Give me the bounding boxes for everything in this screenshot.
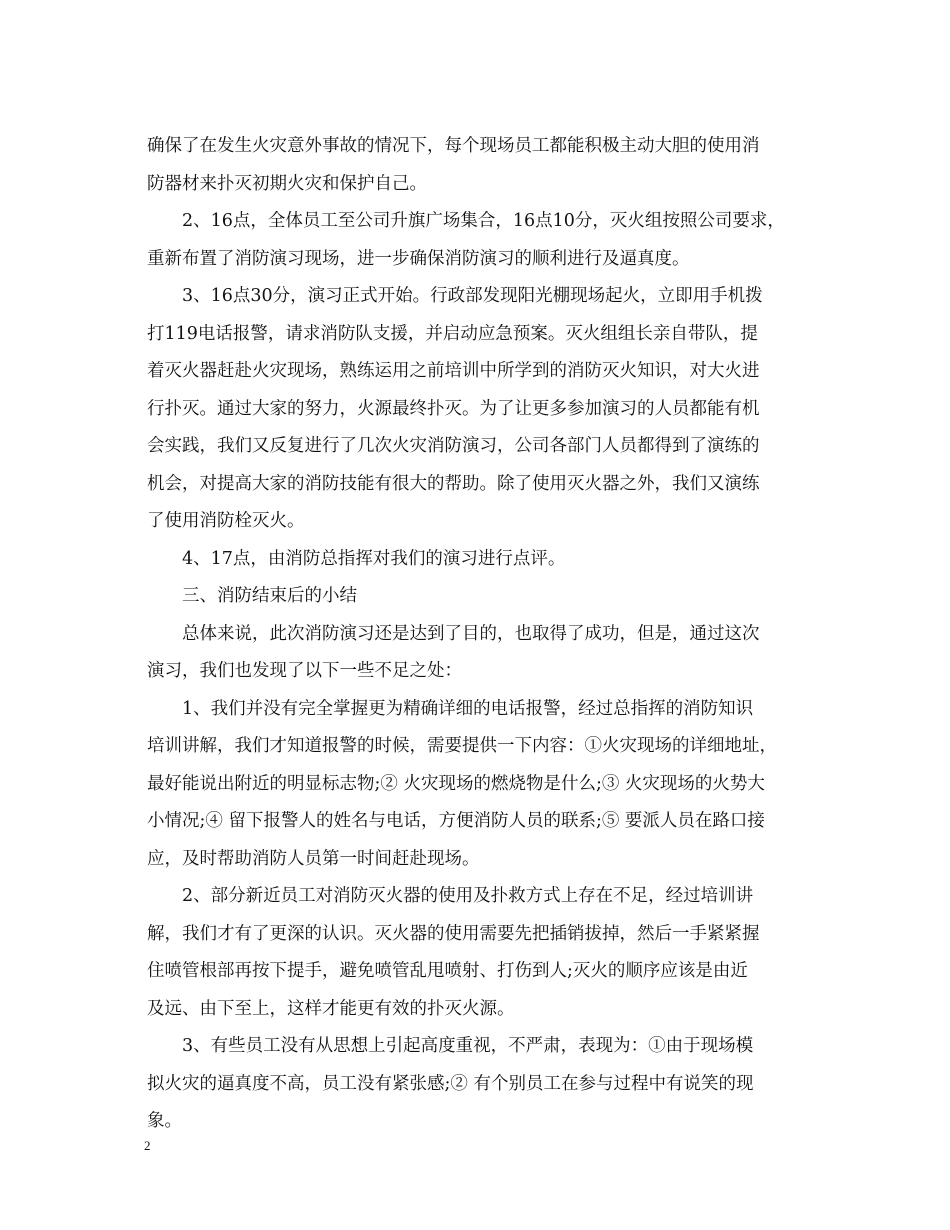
text-line: 小情况;④ 留下报警人的姓名与电话，方便消防人员的联系;⑤ 要派人员在路口接 [147, 811, 765, 831]
text-line: 拟火灾的逼真度不高，员工没有紧张感;② 有个别员工在参与过程中有说笑的现 [147, 1073, 754, 1094]
text-line: 确保了在发生火灾意外事故的情况下，每个现场员工都能积极主动大胆的使用消 [147, 136, 760, 156]
text-line: 应，及时帮助消防人员第一时间赶赴现场。 [147, 848, 480, 869]
text-line: 3、16点30分，演习正式开始。行政部发现阳光棚现场起火，立即用手机拨 [182, 286, 763, 306]
text-line: 会实践，我们又反复进行了几次火灾消防演习，公司各部门人员都得到了演练的 [147, 436, 760, 456]
document-body [147, 128, 802, 1141]
text-line: 机会，对提高大家的消防技能有很大的帮助。除了使用灭火器之外，我们又演练 [147, 473, 760, 494]
text-line: 培训讲解，我们才知道报警的时候，需要提供一下内容：①火灾现场的详细地址， [147, 736, 777, 756]
text-line: 2、部分新近员工对消防灭火器的使用及扑救方式上存在不足，经过培训讲 [182, 886, 754, 906]
text-line: 演习，我们也发现了以下一些不足之处： [147, 661, 462, 681]
text-line: 着灭火器赶赴火灾现场，熟练运用之前培训中所学到的消防灭火知识，对大火进 [147, 361, 760, 381]
text-line: 重新布置了消防演习现场，进一步确保消防演习的顺利进行及逼真度。 [147, 248, 690, 269]
text-line: 1、我们并没有完全掌握更为精确详细的电话报警，经过总指挥的消防知识 [182, 698, 754, 719]
text-line: 及远、由下至上，这样才能更有效的扑灭火源。 [147, 998, 515, 1019]
page-number: 2 [144, 1138, 151, 1153]
text-line: 防器材来扑灭初期火灾和保护自己。 [147, 173, 427, 194]
text-line: 住喷管根部再按下提手，避免喷管乱甩喷射、打伤到人;灭火的顺序应该是由近 [147, 961, 748, 981]
text-line: 了使用消防栓灭火。 [147, 511, 305, 531]
text-line: 打119电话报警，请求消防队支援，并启动应急预案。灭火组组长亲自带队，提 [147, 323, 758, 344]
text-line: 三、消防结束后的小结 [182, 586, 357, 606]
text-line: 行扑灭。通过大家的努力，火源最终扑灭。为了让更多参加演习的人员都能有机 [147, 398, 760, 419]
text-line: 总体来说，此次消防演习还是达到了目的，也取得了成功，但是，通过这次 [182, 623, 760, 644]
text-line: 3、有些员工没有从思想上引起高度重视，不严肃，表现为：①由于现场模 [182, 1036, 754, 1056]
text-line: 最好能说出附近的明显标志物;② 火灾现场的燃烧物是什么;③ 火灾现场的火势大 [147, 773, 765, 794]
text-line: 2、16点，全体员工至公司升旗广场集合，16点10分，灭火组按照公司要求， [182, 211, 785, 231]
text-line: 解，我们才有了更深的认识。灭火器的使用需要先把插销拔掉，然后一手紧紧握 [147, 923, 760, 944]
text-line: 4、17点，由消防总指挥对我们的演习进行点评。 [182, 548, 566, 569]
text-line: 象。 [147, 1111, 182, 1131]
